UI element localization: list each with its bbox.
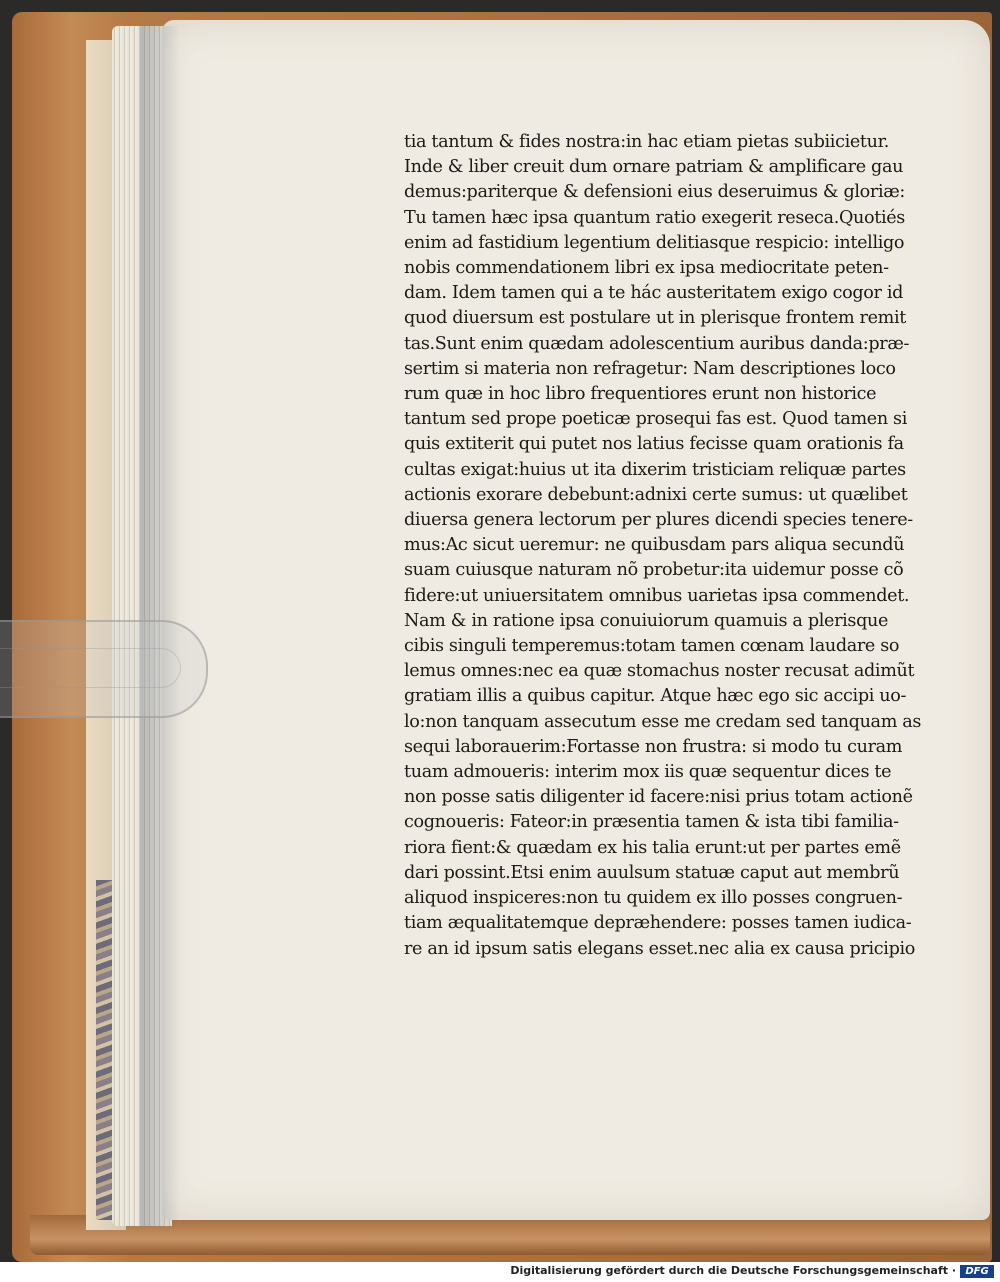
text-line: tiam æqualitatemque depræhendere: posses tamen iudica-: [404, 913, 912, 934]
text-line: tas.Sunt enim quædam adolescentium auribus danda:præ-: [404, 333, 910, 354]
text-line: actionis exorare debebunt:adnixi certe sumus: ut quælibet: [404, 484, 908, 505]
text-line: lo:non tanquam assecutum esse me credam sed tanquam as: [404, 711, 922, 732]
text-line: rum quæ in hoc libro frequentiores erunt non historice: [404, 384, 877, 405]
text-line: quis extiterit qui putet nos latius fecisse quam orationis fa: [404, 434, 904, 455]
text-line: sequi laborauerim:Fortasse non frustra: si modo tu curam: [404, 736, 903, 757]
text-line: quod diuersum est postulare ut in plerisque frontem remit: [404, 308, 907, 329]
text-line: riora fient:& quædam ex his talia erunt:ut per partes emẽ: [404, 837, 901, 858]
dfg-logo: DFG: [960, 1265, 994, 1278]
funding-credit: Digitalisierung gefördert durch die Deutsche Forschungsgemeinschaft ·: [510, 1264, 956, 1277]
text-line: Tu tamen hæc ipsa quantum ratio exegerit reseca.Quotiés: [404, 207, 905, 228]
text-line: tuam admoueris: interim mox iis quæ sequentur dices te: [404, 762, 892, 783]
text-line: aliquod inspiceres:non tu quidem ex illo posses congruen-: [404, 888, 903, 909]
text-line: fidere:ut uniuersitatem omnibus uarietas ipsa commendet.: [404, 585, 910, 606]
text-line: gratiam illis a quibus capitur. Atque hæc ego sic accipi uo-: [404, 686, 907, 707]
text-line: diuersa genera lectorum per plures dicendi species tenere-: [404, 510, 913, 531]
text-line: sertim si materia non refragetur: Nam descriptiones loco: [404, 358, 896, 379]
text-line: cibis singuli temperemus:totam tamen cœnam laudare so: [404, 636, 900, 657]
text-line: re an id ipsum satis elegans esset.nec alia ex causa pricipio: [404, 938, 916, 959]
text-line: non posse satis diligenter id facere:nisi prius totam actionẽ: [404, 787, 913, 808]
text-line: mus:Ac sicut ueremur: ne quibusdam pars aliqua secundũ: [404, 535, 905, 556]
text-line: cognoueris: Fateor:in præsentia tamen & ista tibi familia-: [404, 812, 899, 833]
text-line: demus:pariterque & defensioni eius deseruimus & gloriæ:: [404, 182, 906, 203]
text-line: enim ad fastidium legentium delitiasque respicio: intelligo: [404, 232, 905, 253]
text-line: Nam & in ratione ipsa conuiuiorum quamuis a plerisque: [404, 610, 889, 631]
page-text: [404, 130, 964, 962]
text-line: tantum sed prope poeticæ prosequi fas est. Quod tamen si: [404, 409, 908, 430]
footer-bar: [0, 1262, 1000, 1282]
text-line: cultas exigat:huius ut ita dixerim tristiciam reliquæ partes: [404, 459, 906, 480]
text-line: suam cuiusque naturam nõ probetur:ita uidemur posse cõ: [404, 560, 904, 581]
text-line: dari possint.Etsi enim auulsum statuæ caput aut membrũ: [404, 862, 900, 883]
text-line: lemus omnes:nec ea quæ stomachus noster recusat adimũt: [404, 661, 915, 682]
text-line: nobis commendationem libri ex ipsa mediocritate peten-: [404, 258, 889, 279]
text-line: dam. Idem tamen qui a te hác austeritatem exigo cogor id: [404, 283, 904, 304]
text-line: Inde & liber creuit dum ornare patriam & amplificare gau: [404, 157, 904, 178]
text-line: tia tantum & fides nostra:in hac etiam pietas subiicietur.: [404, 132, 889, 152]
page-clip-inner: [0, 648, 181, 688]
